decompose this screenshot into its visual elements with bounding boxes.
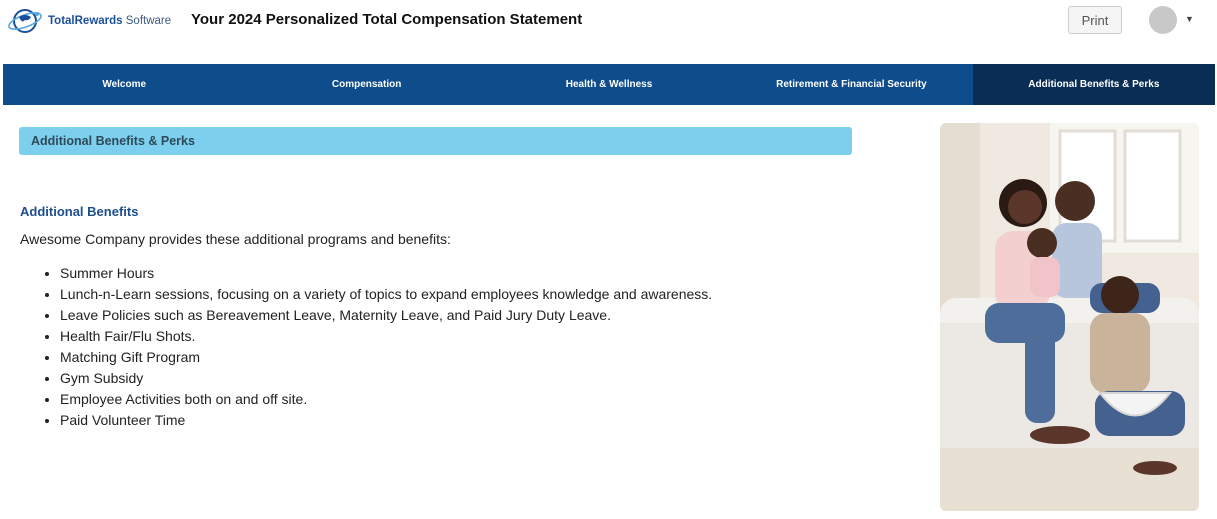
benefits-intro: Awesome Company provides these additional programs and benefits:	[20, 231, 451, 247]
benefits-heading: Additional Benefits	[20, 204, 139, 219]
list-item: • Gym Subsidy	[60, 368, 900, 389]
tab-health-wellness[interactable]: Health & Wellness	[565, 79, 653, 90]
globe-logo-icon	[6, 5, 44, 37]
list-item: • Summer Hours	[60, 263, 900, 284]
family-photo	[940, 123, 1199, 511]
benefits-content	[20, 203, 900, 431]
totalrewards-logo[interactable]	[6, 4, 186, 38]
benefits-list	[20, 263, 900, 431]
tab-retirement-financial-security[interactable]: Retirement & Financial Security	[776, 79, 927, 90]
tab-welcome[interactable]: Welcome	[102, 79, 147, 90]
tab-additional-benefits-perks[interactable]: Additional Benefits & Perks	[973, 64, 1215, 105]
user-avatar-icon[interactable]	[1149, 6, 1177, 34]
main-nav	[3, 64, 1215, 105]
list-item: • Health Fair/Flu Shots.	[60, 326, 900, 347]
app-header	[0, 0, 1217, 64]
list-item: • Employee Activities both on and off site.	[60, 389, 900, 410]
print-button[interactable]: Print	[1068, 6, 1122, 34]
section-title-bar: Additional Benefits & Perks	[19, 127, 852, 155]
list-item: • Paid Volunteer Time	[60, 410, 900, 431]
tab-compensation[interactable]: Compensation	[331, 79, 402, 90]
caret-down-icon[interactable]: ▼	[1185, 14, 1194, 24]
logo-wordmark: TotalRewards Software	[48, 15, 172, 27]
list-item: • Leave Policies such as Bereavement Leave, Maternity Leave, and Paid Jury Duty Leave.	[60, 305, 900, 326]
list-item: • Matching Gift Program	[60, 347, 900, 368]
page-title: Your 2024 Personalized Total Compensation Statement	[191, 11, 583, 28]
list-item: • Lunch-n-Learn sessions, focusing on a variety of topics to expand employees knowledge and awareness.	[60, 284, 900, 305]
